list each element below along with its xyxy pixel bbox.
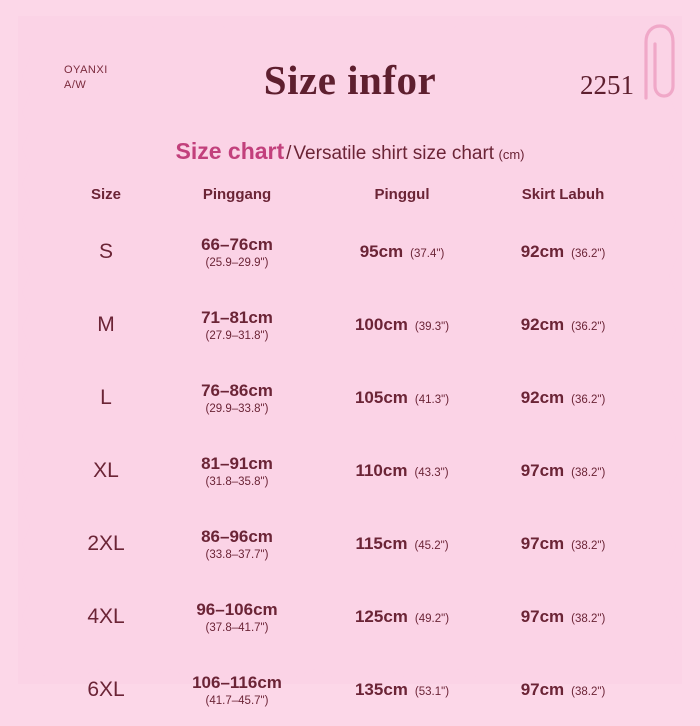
cell-size: 6XL: [87, 677, 125, 701]
column-header-hip: Pinggul: [374, 186, 430, 203]
hip-cm: 100cm: [354, 314, 408, 334]
cell-length: [484, 288, 642, 361]
cell-waist: [154, 434, 320, 507]
cell-hip: [320, 215, 484, 288]
brand-line-1: OYANXI: [64, 64, 108, 76]
length-inch: (38.2"): [571, 612, 606, 625]
cell-hip: [320, 434, 484, 507]
cell-length: [484, 434, 642, 507]
waist-inch: (25.9–29.9"): [205, 256, 269, 269]
cell-length: [484, 653, 642, 726]
waist-cm: 81–91cm: [201, 453, 273, 473]
cell-size: XL: [93, 458, 119, 482]
cell-size: L: [100, 385, 112, 409]
cell-size: 4XL: [87, 604, 125, 628]
hip-inch: (39.3"): [414, 320, 450, 333]
subtitle-unit: (cm): [498, 147, 525, 162]
paper-clip-icon: [630, 22, 678, 104]
subtitle-main: Size chart: [175, 138, 285, 164]
waist-inch: (27.9–31.8"): [205, 329, 269, 342]
table-row: [58, 580, 642, 653]
cell-size: 2XL: [87, 531, 125, 555]
length-cm: 97cm: [520, 679, 565, 699]
cell-hip: [320, 361, 484, 434]
length-inch: (36.2"): [571, 320, 606, 333]
table-row: [58, 507, 642, 580]
hip-inch: (41.3"): [414, 393, 450, 406]
column-header-length: Skirt Labuh: [521, 186, 605, 203]
table-row: [58, 653, 642, 726]
hip-cm: 105cm: [354, 387, 408, 407]
size-chart-card: [18, 16, 682, 707]
table-row: [58, 361, 642, 434]
hip-cm: 95cm: [359, 241, 404, 261]
waist-cm: 76–86cm: [201, 380, 273, 400]
length-inch: (38.2"): [571, 685, 606, 698]
page-title: Size infor: [263, 57, 437, 103]
hip-inch: (53.1"): [414, 685, 450, 698]
length-inch: (36.2"): [571, 247, 606, 260]
cell-hip: [320, 653, 484, 726]
length-cm: 92cm: [520, 387, 565, 407]
hip-inch: (49.2"): [414, 612, 450, 625]
cell-size: M: [97, 312, 115, 336]
hip-inch: (43.3"): [414, 466, 449, 479]
length-inch: (38.2"): [571, 539, 606, 552]
hip-cm: 125cm: [354, 606, 408, 626]
cell-hip: [320, 580, 484, 653]
cell-hip: [320, 507, 484, 580]
length-cm: 97cm: [520, 460, 565, 480]
hip-inch: (37.4"): [410, 247, 445, 260]
brand-line-2: A/W: [64, 79, 87, 91]
waist-inch: (37.8–41.7"): [205, 621, 269, 634]
cell-waist: [154, 215, 320, 288]
cell-hip: [320, 288, 484, 361]
waist-cm: 86–96cm: [201, 526, 273, 546]
cell-waist: [154, 507, 320, 580]
waist-cm: 66–76cm: [201, 234, 273, 254]
waist-inch: (29.9–33.8"): [205, 402, 269, 415]
style-code: 2251: [580, 70, 634, 100]
cell-waist: [154, 288, 320, 361]
length-cm: 97cm: [520, 606, 565, 626]
cell-size: S: [98, 239, 113, 263]
hip-cm: 115cm: [355, 533, 408, 553]
table-header-row: [58, 180, 642, 215]
waist-inch: (33.8–37.7"): [205, 548, 269, 561]
column-header-size: Size: [90, 186, 121, 203]
length-inch: (36.2"): [571, 393, 606, 406]
hip-inch: (45.2"): [414, 539, 449, 552]
cell-waist: [154, 361, 320, 434]
length-cm: 92cm: [520, 241, 565, 261]
cell-length: [484, 215, 642, 288]
cell-length: [484, 361, 642, 434]
subtitle-separator: /: [286, 143, 292, 164]
waist-cm: 96–106cm: [196, 599, 278, 619]
cell-waist: [154, 653, 320, 726]
length-cm: 92cm: [520, 314, 565, 334]
subtitle: [18, 138, 682, 165]
cell-waist: [154, 580, 320, 653]
waist-inch: (31.8–35.8"): [205, 475, 269, 488]
cell-length: [484, 580, 642, 653]
table-row: [58, 434, 642, 507]
length-cm: 97cm: [520, 533, 565, 553]
hip-cm: 110cm: [355, 460, 408, 480]
table-row: [58, 288, 642, 361]
hip-cm: 135cm: [354, 679, 408, 699]
length-inch: (38.2"): [571, 466, 606, 479]
waist-inch: (41.7–45.7"): [205, 694, 269, 707]
size-chart-table: [58, 180, 642, 726]
table-row: [58, 215, 642, 288]
waist-cm: 106–116cm: [192, 672, 282, 692]
subtitle-rest: Versatile shirt size chart: [293, 143, 495, 164]
column-header-waist: Pinggang: [202, 186, 272, 203]
waist-cm: 71–81cm: [201, 307, 273, 327]
cell-length: [484, 507, 642, 580]
